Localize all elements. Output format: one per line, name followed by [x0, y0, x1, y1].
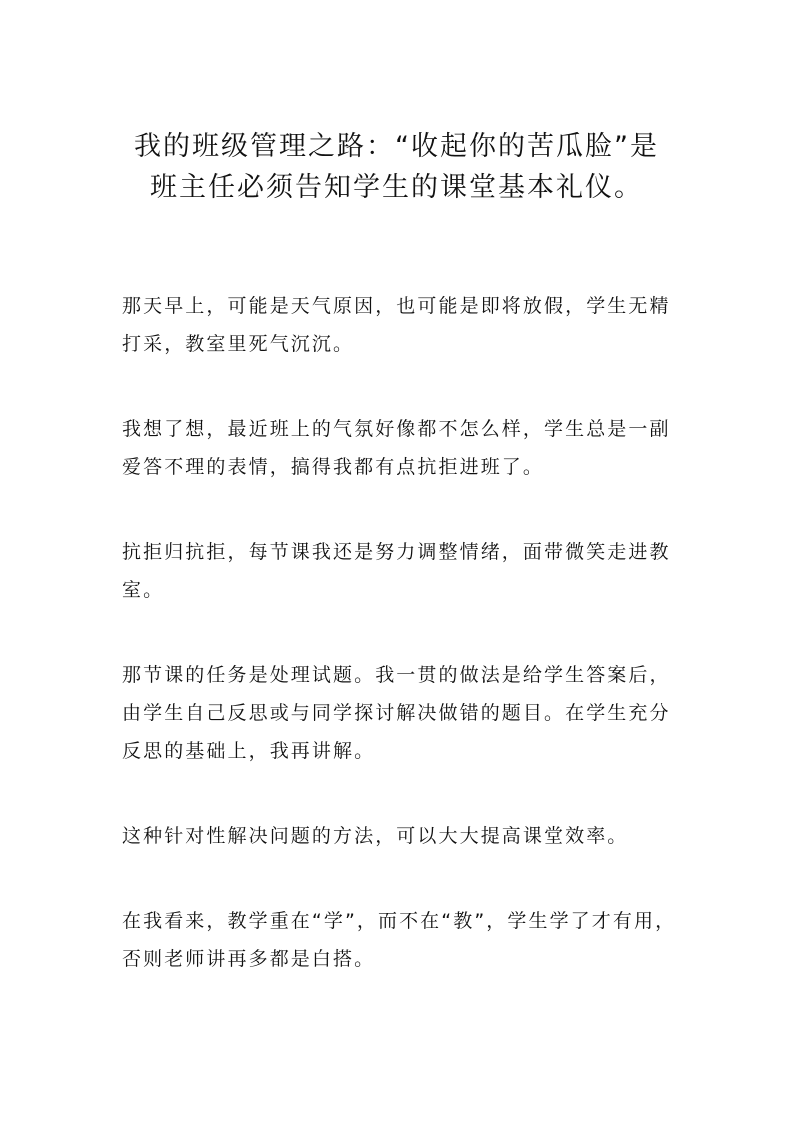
- text-line: 在我看来，教学重在“学”，而不在“教”，学生学了才有用，: [122, 910, 677, 932]
- paragraph: [122, 902, 722, 978]
- document-body: [122, 287, 722, 1025]
- text-line: 否则老师讲再多都是白搭。: [122, 948, 376, 970]
- text-line: 抗拒归抗拒，每节课我还是努力调整情绪，面带微笑走进教: [122, 541, 671, 563]
- text-line: 那天早上，可能是天气原因，也可能是即将放假，学生无精: [122, 295, 671, 317]
- text-line: 我想了想，最近班上的气氛好像都不怎么样，学生总是一副: [122, 418, 671, 440]
- document-title: [100, 126, 693, 208]
- paragraph: [122, 533, 722, 609]
- text-line: 打采，教室里死气沉沉。: [122, 333, 355, 355]
- text-line: 爱答不理的表情，搞得我都有点抗拒进班了。: [122, 456, 545, 478]
- paragraph: [122, 287, 722, 363]
- paragraph: [122, 817, 722, 855]
- text-line: 室。: [122, 579, 165, 601]
- title-line: 班主任必须告知学生的课堂基本礼仪。: [150, 172, 643, 203]
- text-line: 那节课的任务是处理试题。我一贯的做法是给学生答案后，: [122, 664, 671, 686]
- title-line: 我的班级管理之路：“收起你的苦瓜脸”是: [134, 131, 659, 162]
- text-line: 这种针对性解决问题的方法，可以大大提高课堂效率。: [122, 825, 629, 847]
- text-line: 由学生自己反思或与同学探讨解决做错的题目。在学生充分: [122, 702, 671, 724]
- text-line: 反思的基础上，我再讲解。: [122, 740, 376, 762]
- paragraph: [122, 410, 722, 486]
- paragraph: [122, 656, 722, 770]
